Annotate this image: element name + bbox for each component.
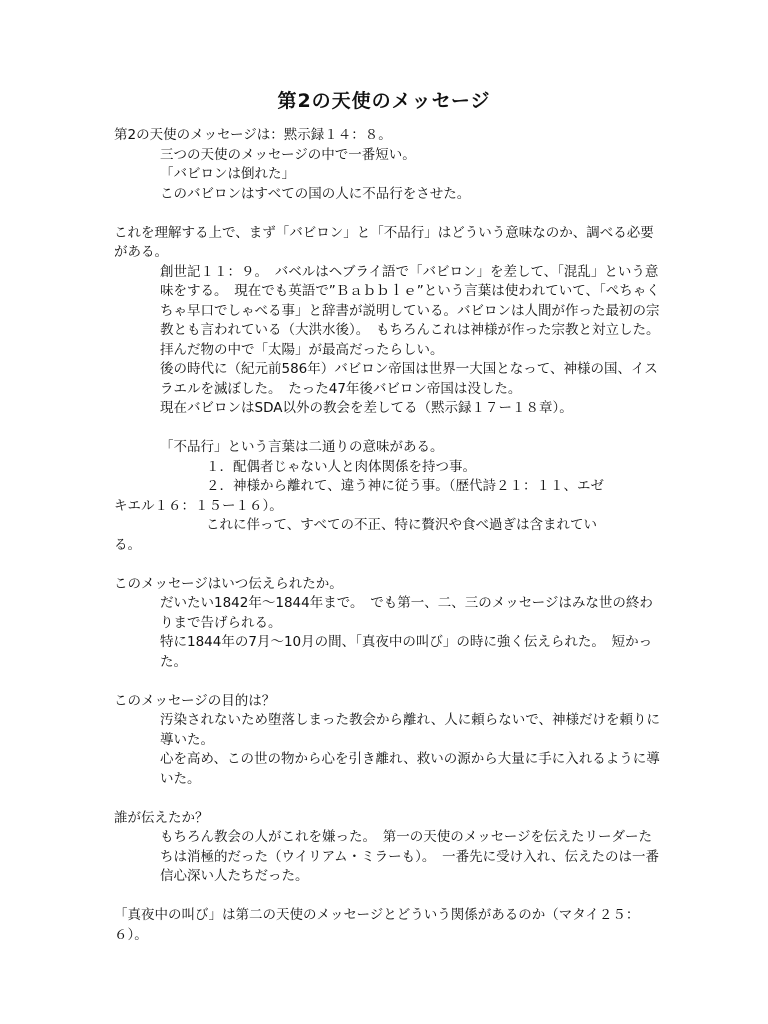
spacer — [114, 789, 662, 809]
spacer — [114, 419, 662, 439]
paragraph: 後の時代に（紀元前586年）バビロン帝国は世界一大国となって、神様の国、イスラエルを滅ぼした。 たった47年後バビロン帝国は没した。 — [160, 361, 658, 397]
section-fornication — [114, 438, 662, 555]
section-who — [114, 809, 662, 887]
paragraph: これに伴って、すべての不正、特に贅沢や食べ過ぎは含まれてい — [206, 517, 597, 533]
section-lead: 誰が伝えたか？ — [114, 809, 209, 826]
spacer — [114, 204, 662, 224]
spacer — [114, 887, 662, 907]
section-intro — [114, 126, 662, 204]
paragraph: 心を高め、この世の物から心を引き離れ、救いの源から大量に手に入れるように導いた。 — [160, 751, 660, 787]
section-when — [114, 575, 662, 673]
section-lead: 「不品行」という言葉は二通りの意味がある。 — [160, 439, 444, 455]
spacer — [114, 672, 662, 692]
list-item: １．配偶者じゃない人と肉体関係を持つ事。 — [206, 458, 476, 475]
paragraph: このバビロンはすべての国の人に不品行をさせた。 — [160, 185, 471, 202]
spacer — [114, 555, 662, 575]
section-lead: このメッセージの目的は？ — [114, 692, 276, 709]
section-babylon — [114, 224, 667, 419]
paragraph: もちろん教会の人がこれを嫌った。 第一の天使のメッセージを伝えたリーダーたちは消極的だった（ウイリアム・ミラーも）。 一番先に受け入れ、伝えたのは一番信心深い人たちだった。 — [160, 829, 659, 884]
paragraph: 汚染されないため堕落しまった教会から離れ、人に頼らないで、神様だけを頼りに導いた。 — [160, 712, 661, 748]
section-lead: 第2の天使のメッセージは：黙示録１４：８。 — [114, 127, 392, 143]
paragraph: 「バビロンは倒れた」 — [160, 166, 295, 182]
section-midnight — [114, 906, 662, 945]
section-lead: これを理解する上で、まず「バビロン」と「不品行」はどういう意味なのか、調べる必要がある。 — [114, 224, 654, 260]
page-title: 第2の天使のメッセージ — [277, 90, 491, 112]
section-purpose — [114, 692, 662, 790]
section-lead: このメッセージはいつ伝えられたか。 — [114, 575, 343, 592]
paragraph: 特に1844年の7月～10月の間、「真夜中の叫び」の時に強く伝えられた。 短かった。 — [160, 634, 653, 670]
paragraph-continuation: る。 — [114, 536, 141, 553]
paragraph: 三つの天使のメッセージの中で一番短い。 — [160, 146, 416, 163]
list-item-continuation: キエル１６：１５ー１６）。 — [114, 497, 283, 514]
paragraph: 創世記１１：９。 バベルはヘブライ語で「バビロン」を差して、「混乱」という意味をする。 現在でも英語で”Ｂａｂｂｌｅ”という言葉は使われていて、「ぺちゃくちゃ早口でしゃべる事」と辞書が説明している。バビロンは人間が作った最初の宗教とも言われている（大洪水後）。 もちろんこれは神様が作った宗教と対立した。 拝んだ物の中で「太陽」が最高だったらしい。 — [160, 263, 667, 358]
section-lead: 「真夜中の叫び」は第二の天使のメッセージとどういう関係があるのか（マタイ２５：６）。 — [114, 907, 640, 943]
document-body — [114, 126, 667, 945]
paragraph: 現在バビロンはSDA以外の教会を差してる（黙示録１７ー１８章）。 — [160, 400, 573, 416]
list-item: ２．神様から離れて、違う神に従う事。（歴代詩２１：１１、エゼ — [206, 478, 604, 494]
paragraph: だいたい1842年～1844年まで。 でも第一、二、三のメッセージはみな世の終わりまで告げられる。 — [160, 595, 653, 631]
